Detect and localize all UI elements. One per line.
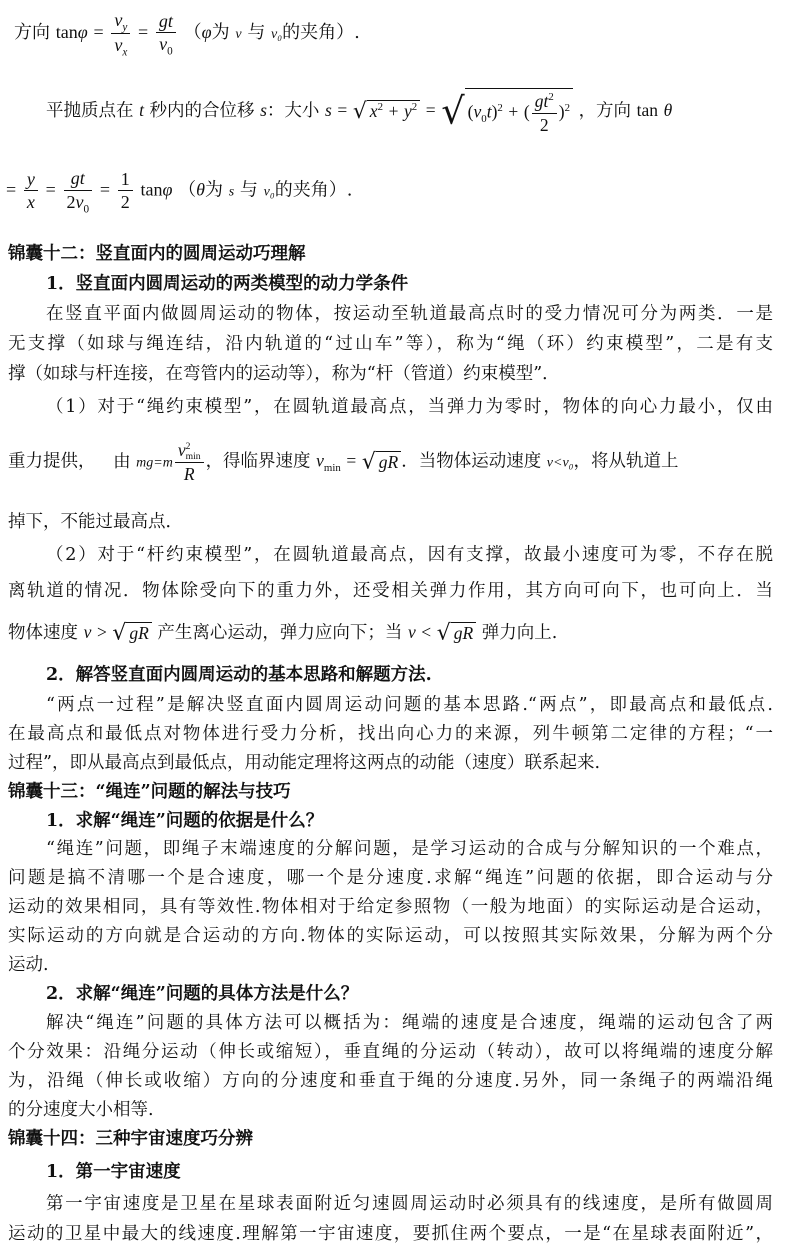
text: 的夹角）. — [282, 22, 360, 44]
paragraph-line: 解决“绳连”问题的具体方法可以概括为：绳端的速度是合速度，绳端的运动包含了两 — [46, 1013, 773, 1033]
text: （ — [183, 22, 202, 44]
section-heading-12: 锦囊十二：竖直面内的圆周运动巧理解 — [8, 244, 306, 264]
paragraph-line: 的分速度大小相等. — [8, 1100, 154, 1120]
math-sub: y — [122, 21, 128, 34]
fraction-vmin2-R — [175, 440, 204, 484]
math-sup: 2 — [564, 101, 570, 114]
math-sup: 2 — [185, 440, 191, 452]
math-plus: + — [388, 100, 399, 121]
text: 物体速度 — [8, 622, 78, 643]
paragraph-line: （1）对于“绳约束模型”，在圆轨道最高点，当弹力为零时，物体的向心力最小，仅由 — [46, 397, 773, 417]
fraction-y-x — [24, 169, 38, 213]
fraction-gt2-2 — [532, 91, 557, 135]
math-sup: 2 — [411, 100, 418, 113]
math-v: v — [316, 450, 324, 471]
math-v-lt-v0: v<v₀ — [546, 455, 574, 471]
paragraph-line: 个分效果：沿绳分运动（伸长或缩短），垂直绳的分运动（转动），故可以将绳端的速度分解 — [8, 1042, 773, 1062]
math-eq: = — [93, 22, 104, 43]
math-paren: ( — [467, 101, 474, 122]
subheading: 2．解答竖直面内圆周运动的基本思路和解题方法. — [46, 665, 432, 685]
paragraph-line: 离轨道的情况．物体除受向下的重力外，还受相关弹力作用，其方向可向下，也可向上．当 — [8, 581, 773, 601]
math-gt: gt — [156, 11, 176, 34]
text: 由 — [113, 451, 131, 472]
paragraph-line: “两点一过程”是解决竖直面内圆周运动问题的基本思路.“两点”，即最高点和最低点. — [46, 695, 773, 715]
math-eq: = — [346, 450, 357, 471]
math-x: x — [369, 100, 378, 121]
text: 为 — [211, 22, 230, 44]
text: 弹力向上. — [481, 622, 558, 643]
math-gt-sign: > — [96, 621, 107, 642]
math-t: t — [139, 100, 144, 121]
math-theta: θ — [196, 179, 205, 200]
math-v: v — [114, 34, 123, 55]
math-phi: φ — [162, 179, 173, 200]
subheading: 1．第一宇宙速度 — [46, 1162, 181, 1182]
section-heading-14: 锦囊十四：三种宇宙速度巧分辨 — [8, 1129, 253, 1149]
math-theta: θ — [663, 100, 673, 121]
text: ，得临界速度 — [205, 451, 311, 472]
math-sub: 0 — [481, 113, 487, 126]
math-two: 2 — [539, 115, 549, 136]
math-phi: φ — [201, 22, 212, 43]
sqrt-gR: √ gR — [112, 622, 151, 645]
paragraph-line: 运动的效果相同，具有等效性.物体相对于给定参照物（一般为地面）的实际运动是合运动， — [8, 897, 773, 917]
math-eq: = — [45, 179, 56, 200]
math-v: v — [83, 621, 92, 642]
sqrt-x2-y2: √ $x^2 + y^2$ — [353, 100, 420, 124]
paragraph-line: 运动的卫星中最大的线速度.理解第一宇宙速度，要抓住两个要点，一是“在星球表面附近”， — [8, 1224, 773, 1244]
text: 重力提供， — [8, 451, 96, 472]
math-x: x — [26, 192, 35, 213]
sqrt-gR: √ gR — [362, 451, 401, 474]
math-v: v — [235, 27, 242, 43]
text: （ — [178, 179, 197, 201]
math-v: v — [473, 101, 482, 122]
math-sub: min — [323, 462, 341, 475]
math-one: 1 — [118, 169, 133, 192]
math-gt: gt — [64, 168, 93, 191]
math-plus: + — [508, 101, 519, 122]
math-sup: 2 — [548, 91, 554, 104]
math-v: v — [114, 10, 123, 30]
math-tan: tan — [140, 179, 163, 200]
math-paren: ) — [491, 101, 498, 122]
subheading: 1．求解“绳连”问题的依据是什么？ — [46, 811, 324, 831]
text: 秒内的合位移 — [149, 101, 255, 122]
paragraph-line: 撑（如球与杆连接，在弯管内的运动等），称为“杆（管道）约束模型”． — [8, 364, 560, 384]
math-t: t — [486, 101, 492, 122]
math-eq: = — [6, 179, 17, 200]
paragraph-line: “绳连”问题，即绳子末端速度的分解问题，是学习运动的合成与分解知识的一个难点， — [46, 839, 773, 859]
math-sub: 0 — [83, 203, 90, 216]
text: ，方向 — [578, 101, 632, 122]
text: 产生离心运动，弹力应向下；当 — [157, 622, 403, 643]
math-s: s — [325, 100, 332, 121]
formula-line-tan-theta — [6, 168, 787, 216]
paragraph-line: 运动. — [8, 955, 49, 975]
math-s: s — [228, 184, 235, 200]
math-phi: φ — [77, 22, 88, 43]
math-mg: mg=m — [136, 455, 173, 471]
paragraph-line: 过程”，即从最高点到最低点，用动能定理将这两点的动能（速度）联系起来. — [8, 753, 601, 773]
fraction-1-2 — [118, 169, 133, 213]
formula-line-displacement — [46, 88, 787, 135]
sqrt-gR: √ gR — [437, 622, 476, 645]
math-v0: v₀ — [263, 184, 275, 200]
math-paren: ( — [523, 101, 530, 122]
math-sub: 0 — [167, 45, 173, 58]
math-sup: 2 — [377, 100, 383, 113]
formula-line-tan-phi — [14, 10, 787, 59]
text: ，将从轨道上 — [573, 451, 679, 472]
text: 与 — [247, 22, 266, 44]
math-eq: = — [425, 100, 436, 121]
subheading: 1．竖直面内圆周运动的两类模型的动力学条件 — [46, 274, 409, 294]
math-v: v — [407, 621, 416, 642]
math-tan: tan — [636, 100, 659, 121]
text: ．当物体运动速度 — [401, 451, 542, 472]
math-gt: gt — [534, 91, 549, 111]
math-sub: x — [122, 46, 128, 59]
text: 方向 — [14, 22, 50, 44]
paragraph-line: 在最高点和最低点对物体进行受力分析，找出向心力的来源，列牛顿第二定律的方程；“一 — [8, 724, 773, 744]
paragraph-line: 掉下，不能过最高点． — [8, 512, 183, 532]
fraction-gt-2v0 — [64, 168, 93, 216]
paragraph-line: 在竖直平面内做圆周运动的物体，按运动至轨道最高点时的受力情况可分为两类．一是 — [46, 304, 773, 324]
paragraph-line: 第一宇宙速度是卫星在星球表面附近匀速圆周运动时必须具有的线速度，是所有做圆周 — [46, 1194, 773, 1214]
math-gR: gR — [376, 451, 401, 474]
paragraph-line: 为，沿绳（伸长或收缩）方向的分速度和垂直于绳的分速度.另外，同一条绳子的两端沿绳 — [8, 1071, 773, 1091]
paragraph-line: 问题是搞不清哪一个是合速度，哪一个是分速度.求解“绳连”问题的依据，即合运动与分 — [8, 868, 773, 888]
math-eq: = — [337, 100, 348, 121]
math-y: y — [24, 169, 38, 192]
math-v: v — [75, 191, 84, 212]
text: 平抛质点在 — [46, 101, 134, 122]
math-v0: v₀ — [271, 27, 283, 43]
math-gR: gR — [126, 622, 151, 645]
math-v: v — [177, 440, 186, 460]
paragraph-line: 无支撑（如球与绳连结，沿内轨道的“过山车”等），称为“绳（环）约束模型”，二是有支 — [8, 334, 773, 354]
fraction-vy-vx — [111, 10, 130, 59]
paragraph-line: 实际运动的方向就是合运动的方向.物体的实际运动，可以按照其实际效果，分解为两个分 — [8, 926, 773, 946]
math-sup: 2 — [497, 101, 503, 114]
math-lt-sign: < — [421, 621, 432, 642]
text: 为 — [205, 179, 223, 201]
formula-line-critical-speed — [8, 440, 787, 484]
fraction-gt-v0 — [156, 11, 176, 56]
math-tan: tan — [55, 22, 78, 43]
math-two: 2 — [120, 192, 130, 213]
text: 的夹角）. — [274, 179, 353, 201]
math-paren: ) — [558, 101, 565, 122]
math-gR: gR — [451, 622, 476, 645]
math-R: R — [183, 464, 195, 485]
math-eq: = — [138, 22, 149, 43]
paragraph-line: （2）对于“杆约束模型”，在圆轨道最高点，因有支撑，故最小速度可为零，不存在脱 — [46, 545, 773, 565]
text: 与 — [239, 179, 258, 201]
text: ：大小 — [266, 101, 320, 122]
math-two: 2 — [66, 191, 76, 212]
subheading: 2．求解“绳连”问题的具体方法是什么？ — [46, 984, 359, 1004]
math-v: v — [159, 34, 168, 55]
sqrt-v0t-gt2: √ $(v_0t)^2$ + ( $\frac{gt^2}{2}$ )$^2$ — [441, 88, 573, 135]
math-eq: = — [99, 179, 110, 200]
math-s: s — [260, 100, 267, 121]
section-heading-13: 锦囊十三：“绳连”问题的解法与技巧 — [8, 782, 291, 802]
formula-line-rod-model — [8, 622, 787, 645]
math-sub: min — [185, 450, 201, 462]
math-y: y — [404, 100, 412, 121]
